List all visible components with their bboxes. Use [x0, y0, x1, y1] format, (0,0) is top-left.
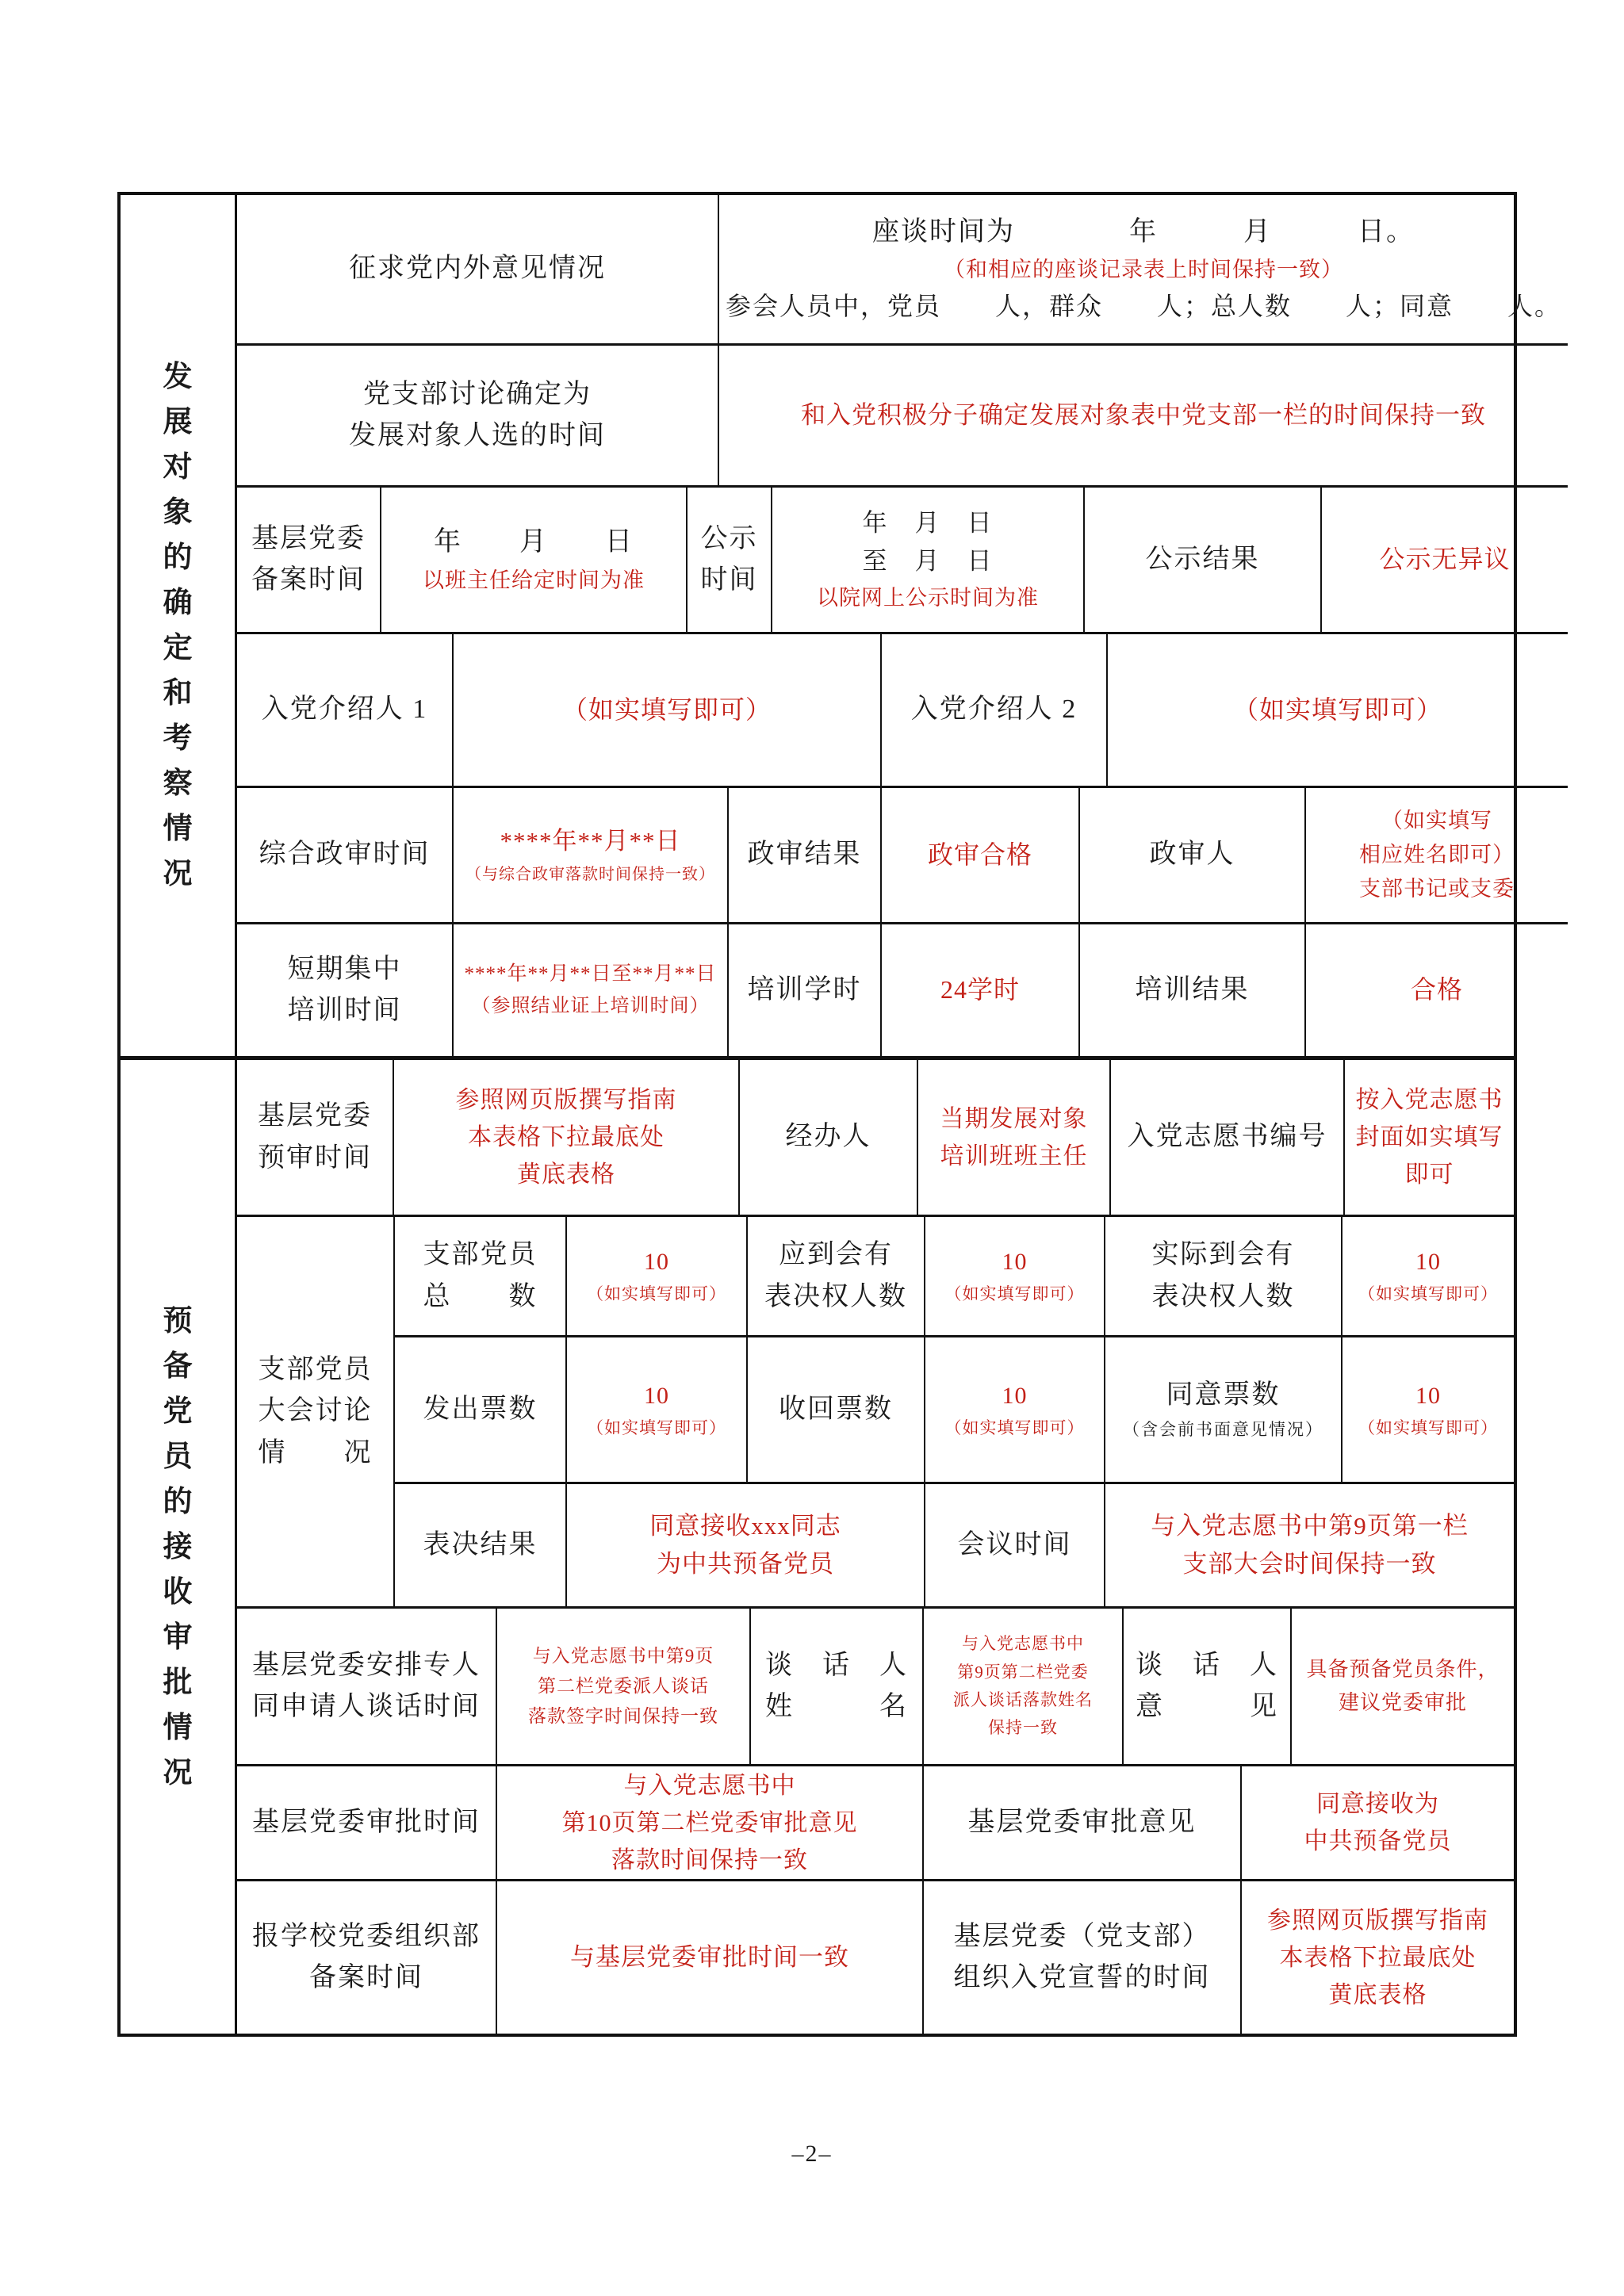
cell-line: 落款时间保持一致 — [611, 1846, 808, 1873]
table-cell — [719, 346, 1568, 485]
cell-line: 10 — [1002, 1249, 1028, 1276]
cell-line: 培训时间 — [287, 996, 402, 1025]
form-table — [117, 192, 1562, 2037]
cell-line: 相应姓名即可） — [1359, 842, 1515, 867]
cell-line: 年 月 日 — [862, 509, 994, 538]
table-cell — [237, 788, 454, 922]
cell-line: 会议时间 — [957, 1529, 1072, 1559]
table-cell — [1306, 788, 1568, 922]
cell-line: 年 月 日 — [434, 527, 634, 557]
section-label-char: 党 — [163, 1395, 193, 1428]
section-rows — [237, 1060, 1514, 2034]
table-row — [237, 343, 1568, 485]
table-row — [237, 632, 1568, 786]
section-label-char: 象 — [163, 496, 193, 529]
cell-line: 以院网上公示时间为准 — [817, 585, 1039, 610]
table-cell — [237, 1881, 497, 2034]
cell-line: 基层党委 — [251, 523, 366, 553]
cell-line: （如实填写 — [1381, 808, 1492, 832]
table-row — [237, 195, 1568, 343]
cell-line: ****年**月**日至**月**日 — [464, 963, 717, 985]
cell-line: 落款签字时间保持一致 — [528, 1705, 718, 1726]
section-label-char: 员 — [163, 1440, 193, 1473]
section-label-char: 批 — [163, 1666, 193, 1699]
table-cell — [918, 1060, 1111, 1215]
cell-line: 经办人 — [785, 1122, 871, 1152]
cell-line: 派人谈话落款姓名 — [953, 1690, 1093, 1709]
cell-line: 与入党志愿书中第9页第一栏 — [1151, 1511, 1469, 1540]
cell-line: 谈 话 人 — [765, 1650, 908, 1680]
cell-line: 与入党志愿书中 — [962, 1634, 1084, 1654]
cell-line: 预审时间 — [258, 1142, 372, 1173]
cell-line: 意 见 — [1136, 1692, 1278, 1721]
table-cell — [237, 634, 454, 786]
cell-line: （如实填写即可） — [1233, 695, 1443, 724]
section-1 — [121, 195, 1562, 1060]
cell-line: （和相应的座谈记录表上时间保持一致） — [944, 258, 1343, 282]
cell-line: 基层党委（党支部） — [953, 1921, 1211, 1951]
cell-line: 参照网页版撰写指南 — [1267, 1907, 1488, 1934]
section-label-char: 和 — [163, 677, 193, 710]
table-cell — [237, 195, 719, 343]
table-cell — [1080, 924, 1306, 1056]
cell-line: 大会讨论 — [258, 1396, 373, 1426]
table-cell — [925, 1217, 1105, 1335]
cell-line: 10 — [644, 1382, 669, 1409]
table-cell — [1306, 924, 1568, 1056]
cell-line: （含会前书面意见情况） — [1123, 1420, 1323, 1440]
cell-line: 10 — [1002, 1382, 1028, 1409]
cell-line: 封面如实填写 — [1355, 1124, 1503, 1150]
table-cell — [924, 1766, 1242, 1879]
table-cell — [740, 1060, 918, 1215]
cell-line: 与基层党委审批时间一致 — [570, 1942, 849, 1971]
cell-line: 报学校党委组织部 — [252, 1921, 481, 1951]
table-row — [237, 786, 1568, 922]
cell-line: 实际到会有 — [1151, 1240, 1295, 1270]
page-number: –2– — [791, 2141, 833, 2167]
table-cell — [454, 924, 729, 1056]
cell-line: 谈 话 人 — [1136, 1650, 1278, 1680]
cell-line: （如实填写即可） — [561, 695, 772, 724]
table-cell — [497, 1881, 924, 2034]
section-label-char: 预 — [163, 1304, 193, 1337]
table-row — [237, 1060, 1514, 1215]
cell-line: 合格 — [1411, 975, 1464, 1004]
cell-line: 中共预备党员 — [1304, 1828, 1452, 1854]
cell-line: 总 数 — [423, 1281, 538, 1311]
section-label-char: 况 — [163, 1756, 193, 1789]
table-cell — [567, 1337, 748, 1482]
section-label-char: 情 — [163, 1711, 193, 1744]
cell-line: 姓 名 — [765, 1692, 908, 1721]
cell-line: 公示无异议 — [1379, 545, 1511, 574]
table-cell — [925, 1484, 1105, 1606]
cell-line: 黄底表格 — [1328, 1981, 1427, 2008]
table-row — [237, 1606, 1514, 1764]
cell-line: 表决权人数 — [1151, 1281, 1295, 1311]
row-group-rows — [395, 1217, 1514, 1606]
table-cell — [729, 924, 882, 1056]
section-label-char: 况 — [163, 858, 193, 890]
cell-line: 基层党委审批时间 — [252, 1807, 481, 1837]
table-row — [395, 1217, 1514, 1335]
table-cell — [1105, 1217, 1342, 1335]
table-cell — [395, 1484, 567, 1606]
table-row — [395, 1482, 1514, 1606]
cell-line: ****年**月**日 — [500, 827, 681, 855]
section-label-char: 定 — [163, 632, 193, 664]
table-cell — [1111, 1060, 1345, 1215]
table-cell — [1342, 1217, 1514, 1335]
table-cell — [237, 346, 719, 485]
cell-line: 备案时间 — [309, 1963, 423, 1992]
cell-line: 即可 — [1404, 1161, 1454, 1188]
section-label — [121, 1060, 237, 2034]
table-cell — [567, 1217, 748, 1335]
cell-line: 同意票数 — [1166, 1380, 1281, 1410]
table-cell — [882, 788, 1080, 922]
table-cell — [394, 1060, 740, 1215]
cell-line: 政审结果 — [747, 840, 862, 870]
section-label-char: 察 — [163, 767, 193, 800]
table-cell — [772, 488, 1085, 632]
table-cell — [1085, 488, 1322, 632]
table-cell — [925, 1337, 1105, 1482]
table-cell — [1242, 1881, 1514, 2034]
cell-line: 具备预备党员条件， — [1306, 1658, 1500, 1682]
table-cell — [454, 634, 882, 786]
table-row — [237, 1764, 1514, 1879]
cell-line: 表决权人数 — [764, 1281, 907, 1311]
cell-line: 时间 — [700, 565, 758, 595]
section-label — [121, 195, 237, 1056]
table-cell — [381, 488, 688, 632]
cell-line: 支部党员 — [423, 1240, 538, 1270]
table-cell — [1105, 1337, 1342, 1482]
table-cell — [237, 1609, 497, 1764]
cell-line: 与入党志愿书中第9页 — [532, 1646, 714, 1667]
table-cell — [751, 1609, 924, 1764]
cell-line: 为中共预备党员 — [657, 1549, 834, 1578]
cell-line: 备案时间 — [251, 565, 366, 595]
cell-line: 第10页第二栏党委审批意见 — [561, 1809, 858, 1836]
table-cell — [1342, 1337, 1514, 1482]
section-label-char: 的 — [163, 541, 193, 574]
cell-line: 基层党委 — [258, 1101, 372, 1131]
cell-line: 发展对象人选的时间 — [349, 421, 606, 450]
cell-line: 基层党委安排专人 — [252, 1650, 481, 1680]
cell-line: 基层党委审批意见 — [967, 1807, 1197, 1837]
row-group — [237, 1217, 1514, 1606]
table-cell — [454, 788, 729, 922]
table-cell — [395, 1217, 567, 1335]
table-cell — [1105, 1484, 1514, 1606]
cell-line: 政审合格 — [927, 840, 1032, 869]
cell-line: 入党志愿书编号 — [1127, 1122, 1327, 1152]
table-cell — [719, 195, 1568, 343]
cell-line: 培训学时 — [747, 974, 862, 1004]
cell-line: （参照结业证上培训时间） — [471, 995, 710, 1016]
cell-line: 至 月 日 — [862, 547, 994, 576]
cell-line: 政审人 — [1149, 840, 1235, 870]
table-cell — [882, 924, 1080, 1056]
cell-line: 公示结果 — [1145, 544, 1260, 574]
section-label-char: 接 — [163, 1530, 193, 1563]
cell-line: 支部党员 — [258, 1355, 373, 1385]
cell-line: 同意接收xxx同志 — [649, 1511, 841, 1540]
table-cell — [688, 488, 772, 632]
cell-line: 入党介绍人 1 — [261, 695, 428, 725]
section-label-char: 对 — [163, 451, 193, 484]
section-label-char: 考 — [163, 722, 193, 755]
table-cell — [1124, 1609, 1292, 1764]
section-label-char: 收 — [163, 1575, 193, 1609]
cell-line: 参会人员中，党员 人，群众 人；总人数 人；同意 人。 — [726, 292, 1562, 321]
cell-line: 支部书记或支委 — [1359, 877, 1515, 901]
section-label-char: 确 — [163, 587, 193, 619]
section-2 — [121, 1060, 1514, 2034]
cell-line: 10 — [1415, 1382, 1441, 1409]
table-cell — [1080, 788, 1306, 922]
table-cell — [395, 1337, 567, 1482]
cell-line: 培训班班主任 — [940, 1142, 1088, 1169]
cell-line: 座谈时间为 年 月 日。 — [872, 217, 1415, 247]
cell-line: 按入党志愿书 — [1355, 1087, 1503, 1113]
cell-line: 征求党内外意见情况 — [349, 254, 606, 284]
table-cell — [237, 1766, 497, 1879]
cell-line: 发出票数 — [423, 1394, 538, 1424]
cell-line: 第9页第二栏党委 — [957, 1662, 1089, 1682]
table-cell — [1322, 488, 1568, 632]
cell-line: （如实填写即可） — [944, 1418, 1085, 1437]
table-cell — [237, 1060, 394, 1215]
cell-line: 情 况 — [258, 1437, 373, 1468]
cell-line: 黄底表格 — [517, 1161, 615, 1188]
cell-line: 和入党积极分子确定发展对象表中党支部一栏的时间保持一致 — [801, 400, 1486, 429]
cell-line: （如实填写即可） — [1358, 1418, 1498, 1437]
table-cell — [1292, 1609, 1514, 1764]
cell-line: 10 — [644, 1249, 669, 1276]
cell-line: 综合政审时间 — [259, 840, 431, 870]
cell-line: 入党介绍人 2 — [910, 695, 1078, 725]
cell-line: 培训结果 — [1135, 974, 1250, 1004]
table-cell — [924, 1881, 1242, 2034]
cell-line: 当期发展对象 — [940, 1105, 1088, 1132]
cell-line: 参照网页版撰写指南 — [455, 1087, 677, 1113]
cell-line: 表决结果 — [423, 1529, 538, 1559]
cell-line: 支部大会时间保持一致 — [1182, 1549, 1437, 1578]
table-row — [395, 1335, 1514, 1482]
cell-line: 以班主任给定时间为准 — [423, 568, 645, 592]
table-cell — [729, 788, 882, 922]
table-row — [237, 1215, 1514, 1606]
cell-line: 建议党委审批 — [1338, 1691, 1467, 1714]
section-label-char: 审 — [163, 1621, 193, 1654]
cell-line: 收回票数 — [779, 1394, 893, 1424]
section-label-char: 情 — [163, 813, 193, 845]
cell-line: 本表格下拉最底处 — [468, 1124, 665, 1150]
cell-line: （与综合政审落款时间保持一致） — [465, 865, 715, 883]
cell-line: （如实填写即可） — [944, 1284, 1085, 1304]
section-label-char: 的 — [163, 1485, 193, 1518]
cell-line: 保持一致 — [988, 1718, 1058, 1738]
table-row — [237, 922, 1568, 1056]
cell-line: 第二栏党委派人谈话 — [538, 1676, 709, 1697]
cell-line: 短期集中 — [287, 954, 402, 984]
table-cell — [237, 924, 454, 1056]
cell-line: 同意接收为 — [1316, 1791, 1439, 1817]
section-label-char: 发 — [163, 361, 193, 393]
table-row — [237, 485, 1568, 632]
section-label-char: 备 — [163, 1349, 193, 1383]
cell-line: 同申请人谈话时间 — [252, 1692, 481, 1721]
cell-line: （如实填写即可） — [587, 1284, 726, 1304]
cell-line: 本表格下拉最底处 — [1279, 1944, 1477, 1971]
cell-line: （如实填写即可） — [587, 1418, 726, 1437]
cell-line: 24学时 — [940, 975, 1020, 1004]
table-row — [237, 1879, 1514, 2034]
table-cell — [748, 1337, 925, 1482]
table-cell — [1345, 1060, 1514, 1215]
cell-line: （如实填写即可） — [1358, 1284, 1498, 1304]
cell-line: 组织入党宣誓的时间 — [953, 1963, 1211, 1992]
cell-line: 党支部讨论确定为 — [363, 379, 592, 409]
cell-line: 应到会有 — [779, 1240, 893, 1270]
cell-line: 公示 — [700, 523, 758, 553]
row-group-label — [237, 1217, 395, 1606]
table-cell — [1242, 1766, 1514, 1879]
table-cell — [567, 1484, 925, 1606]
section-rows — [237, 195, 1568, 1056]
table-cell — [882, 634, 1108, 786]
section-label-char: 展 — [163, 406, 193, 438]
table-cell — [748, 1217, 925, 1335]
cell-line: 与入党志愿书中 — [623, 1772, 796, 1799]
table-cell — [497, 1609, 751, 1764]
table-cell — [237, 488, 381, 632]
cell-line: 10 — [1415, 1249, 1441, 1276]
table-cell — [1108, 634, 1568, 786]
table-cell — [924, 1609, 1124, 1764]
table-cell — [497, 1766, 924, 1879]
